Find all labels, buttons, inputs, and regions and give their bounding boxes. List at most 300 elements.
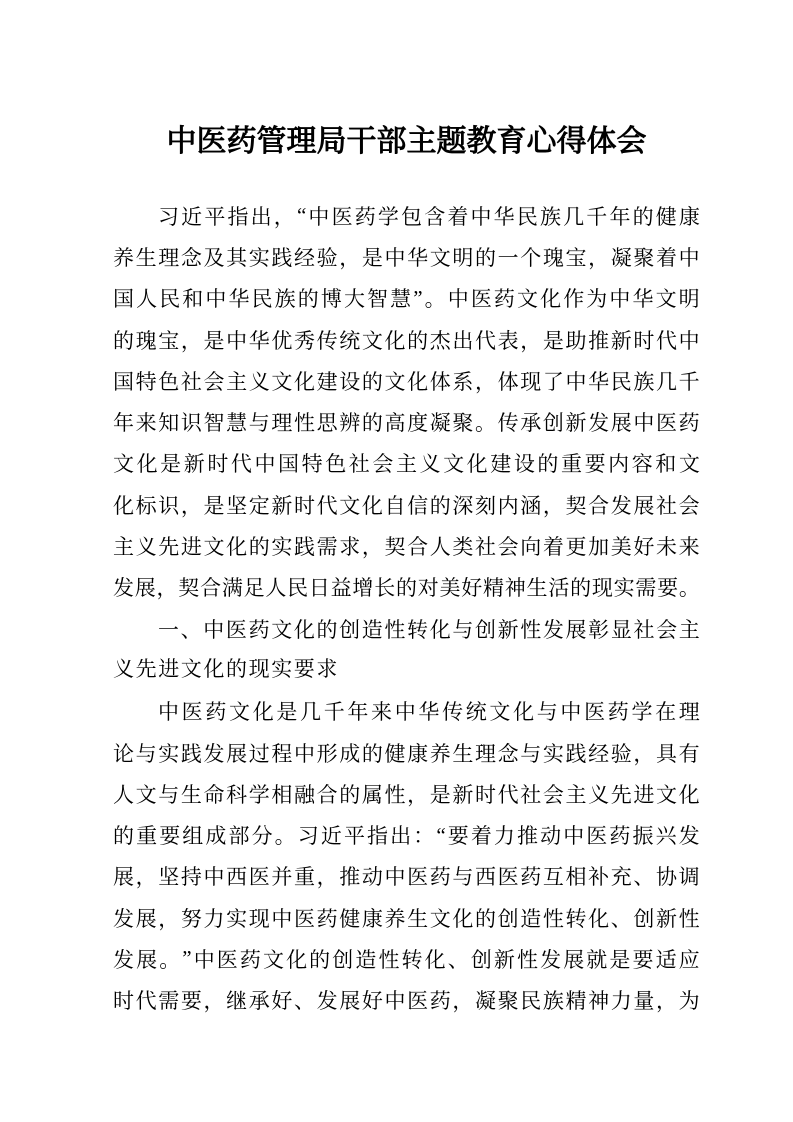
character: ， — [452, 989, 474, 1014]
character: 知 — [158, 411, 180, 436]
character: 文 — [429, 906, 451, 931]
character: 化 — [361, 493, 383, 518]
character: 华 — [493, 204, 515, 229]
character: 契 — [384, 535, 406, 560]
character: 展 — [563, 947, 585, 972]
character: 部 — [228, 824, 250, 849]
character: 满 — [221, 576, 243, 601]
character: 药 — [609, 824, 631, 849]
character: 、 — [447, 947, 469, 972]
character: 一 — [158, 617, 179, 642]
character: 包 — [401, 204, 423, 229]
character: 社 — [348, 452, 370, 477]
character: 中 — [447, 287, 469, 312]
character: 的 — [309, 947, 331, 972]
character: 与 — [452, 617, 474, 642]
character: 转 — [407, 617, 429, 642]
character: 一 — [497, 245, 519, 270]
character: 标 — [135, 493, 157, 518]
character: 社 — [475, 535, 496, 560]
character: 聚 — [497, 989, 519, 1014]
character: 义 — [588, 782, 610, 807]
character: 统 — [339, 328, 361, 353]
character: 中 — [678, 328, 700, 353]
character: 的 — [537, 452, 559, 477]
character: 设 — [513, 452, 535, 477]
character: 学 — [377, 204, 399, 229]
character: 。 — [159, 947, 181, 972]
text-line — [113, 195, 700, 236]
character: 文 — [262, 947, 284, 972]
character: 展 — [610, 411, 632, 436]
character: ， — [407, 782, 429, 807]
character: 神 — [504, 576, 526, 601]
character: 人 — [113, 782, 134, 807]
character: 习 — [158, 204, 179, 229]
character: 博 — [320, 287, 342, 312]
character: 相 — [565, 865, 587, 890]
character: 努 — [180, 906, 202, 931]
character: 。 — [475, 411, 496, 436]
character: 。 — [424, 287, 446, 312]
character: 实 — [271, 535, 293, 560]
character: ， — [361, 535, 383, 560]
character: 思 — [316, 411, 338, 436]
character: ， — [339, 245, 361, 270]
character: 日 — [308, 576, 330, 601]
character: 文 — [271, 617, 293, 642]
character: 新 — [493, 947, 515, 972]
character: 是 — [429, 782, 451, 807]
character: 中 — [560, 700, 582, 725]
character: 义 — [419, 452, 441, 477]
character: 念 — [497, 741, 519, 766]
character: 展 — [113, 865, 134, 890]
character: 深 — [452, 493, 474, 518]
character: 力 — [610, 989, 632, 1014]
character: 人 — [136, 287, 158, 312]
document-content — [113, 119, 700, 1021]
character: 适 — [655, 947, 677, 972]
character: 长 — [374, 576, 396, 601]
character: 形 — [316, 741, 338, 766]
character: 展 — [134, 576, 156, 601]
character: 慧 — [390, 287, 412, 312]
character: 。 — [678, 576, 700, 601]
character: 与 — [135, 741, 157, 766]
character: 属 — [361, 782, 383, 807]
character: 神 — [588, 989, 610, 1014]
character: 与 — [158, 782, 180, 807]
character: 助 — [565, 328, 587, 353]
character: 来 — [371, 700, 393, 725]
character: 补 — [588, 865, 610, 890]
character: 重 — [294, 865, 315, 890]
character: 先 — [610, 782, 632, 807]
character: 习 — [297, 824, 319, 849]
character: 主 — [678, 617, 700, 642]
character: 发 — [540, 947, 562, 972]
character: 和 — [655, 452, 677, 477]
text-line: 义先进文化的现实要求 — [113, 657, 339, 682]
character: 杰 — [429, 328, 451, 353]
document-body — [113, 195, 700, 1021]
character: 药 — [239, 947, 261, 972]
character: 代 — [135, 989, 157, 1014]
character: 建 — [490, 452, 512, 477]
character: 加 — [588, 535, 610, 560]
character: 康 — [678, 204, 700, 229]
character: 医 — [248, 865, 270, 890]
character: 是 — [609, 947, 631, 972]
character: 展 — [339, 989, 361, 1014]
character: 要 — [447, 824, 469, 849]
character: 成 — [339, 741, 361, 766]
character: 与 — [452, 865, 474, 890]
character: 内 — [497, 493, 519, 518]
character: 度 — [407, 411, 429, 436]
character: 文 — [229, 700, 251, 725]
character: 指 — [367, 824, 389, 849]
character: 要 — [180, 989, 202, 1014]
character: 体 — [497, 369, 519, 394]
character: 显 — [610, 617, 632, 642]
character: 创 — [332, 947, 354, 972]
character: 统 — [465, 700, 487, 725]
character: 定 — [248, 493, 270, 518]
character: 创 — [470, 947, 492, 972]
character: ， — [475, 369, 496, 394]
character: 色 — [158, 369, 180, 394]
character: 契 — [178, 576, 200, 601]
character: 的 — [316, 617, 338, 642]
character: 年 — [347, 700, 369, 725]
character: 好 — [361, 989, 383, 1014]
character: 动 — [540, 824, 562, 849]
character: 传 — [497, 411, 519, 436]
character: 会 — [203, 369, 225, 394]
character: 千 — [586, 204, 608, 229]
character: 美 — [610, 535, 632, 560]
character: 明 — [678, 287, 700, 312]
character: 发 — [588, 411, 610, 436]
text-line — [113, 773, 700, 814]
character: 国 — [278, 452, 300, 477]
character: ， — [520, 328, 542, 353]
text-line — [113, 691, 700, 732]
character: 特 — [301, 452, 323, 477]
character: 造 — [355, 947, 377, 972]
character: 相 — [271, 782, 293, 807]
character: 体 — [429, 369, 451, 394]
character: 凝 — [610, 245, 632, 270]
character: 要 — [584, 452, 606, 477]
character: 未 — [656, 535, 677, 560]
character: 实 — [158, 741, 180, 766]
character: ， — [656, 989, 677, 1014]
character: 的 — [248, 535, 270, 560]
character: 时 — [633, 328, 655, 353]
text-line — [113, 401, 700, 442]
character: 性 — [378, 947, 400, 972]
character: 传 — [442, 700, 464, 725]
character: 是 — [276, 700, 298, 725]
character: 生 — [452, 741, 474, 766]
character: 设 — [339, 369, 361, 394]
character: 其 — [226, 245, 248, 270]
character: 来 — [678, 535, 700, 560]
character: 康 — [361, 906, 383, 931]
text-line — [113, 360, 700, 401]
character: 要 — [159, 824, 181, 849]
character: 为 — [678, 989, 700, 1014]
character: 会 — [656, 617, 678, 642]
character: 分 — [251, 824, 273, 849]
character: 转 — [565, 906, 587, 931]
character: 药 — [429, 865, 451, 890]
character: 彰 — [588, 617, 610, 642]
character: 医 — [586, 824, 608, 849]
character: 学 — [631, 700, 653, 725]
character: 科 — [226, 782, 248, 807]
character: 时 — [207, 452, 229, 477]
character: 民 — [520, 989, 542, 1014]
text-line — [113, 278, 700, 319]
character: 文 — [361, 328, 383, 353]
character: 转 — [401, 947, 423, 972]
character: 健 — [384, 741, 406, 766]
character: 并 — [271, 865, 293, 890]
character: 会 — [678, 493, 700, 518]
character: 国 — [113, 369, 134, 394]
character: 、 — [180, 617, 202, 642]
character: 足 — [243, 576, 265, 601]
character: 的 — [339, 782, 361, 807]
text-line — [113, 980, 700, 1021]
character: 进 — [633, 782, 655, 807]
character: 充 — [610, 865, 632, 890]
character: 就 — [586, 947, 608, 972]
character: 优 — [271, 328, 293, 353]
character: 振 — [632, 824, 654, 849]
text-line — [113, 567, 700, 608]
character: 兴 — [655, 824, 677, 849]
character: 药 — [520, 865, 542, 890]
character: 理 — [158, 245, 180, 270]
character: 过 — [248, 741, 270, 766]
character: ， — [203, 989, 225, 1014]
character: 中 — [678, 245, 700, 270]
character: 化 — [466, 452, 488, 477]
character: ， — [180, 493, 202, 518]
character: 华 — [248, 328, 270, 353]
character: 文 — [339, 493, 361, 518]
character: 是 — [203, 328, 225, 353]
character: 医 — [216, 947, 238, 972]
text-line — [113, 938, 700, 979]
character: 涵 — [520, 493, 542, 518]
character: 和 — [182, 287, 204, 312]
character: 医 — [181, 700, 203, 725]
character: 识 — [158, 493, 180, 518]
character: 展 — [226, 741, 248, 766]
character: 的 — [113, 824, 134, 849]
character: 创 — [497, 906, 519, 931]
character: 药 — [493, 287, 515, 312]
character: 益 — [330, 576, 352, 601]
character: 践 — [180, 741, 202, 766]
character: 华 — [228, 287, 250, 312]
character: 造 — [520, 906, 542, 931]
character: 与 — [248, 411, 270, 436]
character: 平 — [204, 204, 226, 229]
text-line — [113, 484, 700, 525]
character: 聚 — [452, 411, 474, 436]
character: 的 — [407, 328, 429, 353]
character: 辨 — [339, 411, 361, 436]
character: 文 — [113, 452, 134, 477]
character: 民 — [251, 287, 273, 312]
character: 西 — [475, 865, 496, 890]
character: 化 — [136, 452, 158, 477]
character: 践 — [565, 741, 587, 766]
character: 养 — [429, 741, 451, 766]
character: 药 — [607, 700, 629, 725]
character: ， — [542, 493, 564, 518]
character: 中 — [254, 452, 276, 477]
character: 近 — [320, 824, 342, 849]
character: 实 — [248, 245, 270, 270]
character: 文 — [517, 287, 539, 312]
character: 生 — [135, 245, 157, 270]
character: ， — [588, 245, 610, 270]
character: 聚 — [633, 245, 655, 270]
character: 建 — [316, 369, 338, 394]
character: 养 — [384, 906, 406, 931]
character: 人 — [429, 535, 451, 560]
character: 是 — [160, 452, 182, 477]
character: 重 — [136, 824, 158, 849]
character: 中 — [226, 328, 248, 353]
character: 是 — [361, 245, 383, 270]
character: 指 — [227, 204, 249, 229]
character: 文 — [489, 700, 511, 725]
character: 发 — [542, 617, 564, 642]
character: 民 — [516, 204, 538, 229]
character: 践 — [294, 535, 315, 560]
character: 创 — [633, 906, 655, 931]
character: 中 — [158, 700, 179, 725]
character: 化 — [226, 535, 248, 560]
text-line — [113, 525, 700, 566]
character: 发 — [610, 493, 632, 518]
character: 代 — [475, 328, 496, 353]
character: 会 — [372, 452, 394, 477]
character: 代 — [316, 493, 338, 518]
character: 医 — [497, 865, 519, 890]
character: 社 — [180, 369, 202, 394]
character: 实 — [226, 906, 248, 931]
text-line — [113, 236, 700, 277]
character: 在 — [655, 700, 677, 725]
character: 互 — [542, 865, 564, 890]
character: 中 — [308, 204, 330, 229]
text-line — [113, 897, 700, 938]
character: 要 — [657, 576, 679, 601]
character: 几 — [300, 700, 322, 725]
character: 需 — [316, 535, 338, 560]
character: 文 — [655, 287, 677, 312]
character: 好 — [461, 576, 483, 601]
character: 造 — [361, 617, 383, 642]
character: 医 — [294, 906, 315, 931]
character: 展 — [135, 906, 157, 931]
text-line — [113, 443, 700, 484]
character: 推 — [339, 865, 361, 890]
character: 好 — [271, 989, 293, 1014]
character: 新 — [565, 411, 587, 436]
character: 文 — [443, 452, 465, 477]
character: 的 — [632, 204, 654, 229]
character: 西 — [226, 865, 248, 890]
character: 文 — [271, 369, 293, 394]
character: 慧 — [226, 411, 248, 436]
character: 推 — [517, 824, 539, 849]
character: 进 — [180, 535, 202, 560]
character: 国 — [113, 287, 134, 312]
character: 性 — [542, 906, 564, 931]
character: 宝 — [158, 328, 180, 353]
character: 的 — [475, 906, 496, 931]
character: 、 — [633, 865, 655, 890]
character: 化 — [113, 493, 134, 518]
character: 传 — [316, 328, 338, 353]
character: 性 — [520, 617, 542, 642]
character: 发 — [113, 576, 134, 601]
character: 量 — [633, 989, 655, 1014]
character: 着 — [542, 535, 564, 560]
character: 中 — [384, 865, 406, 890]
character: 化 — [293, 617, 315, 642]
character: 养 — [113, 245, 134, 270]
character: 验 — [316, 245, 338, 270]
character: 精 — [565, 989, 587, 1014]
text-line — [113, 732, 700, 773]
text-line — [113, 856, 700, 897]
character: 会 — [542, 782, 564, 807]
character: 学 — [248, 782, 270, 807]
character: 族 — [542, 989, 564, 1014]
text-line — [113, 608, 700, 649]
character: 的 — [570, 576, 592, 601]
character: ” — [413, 285, 423, 310]
character: 作 — [563, 287, 585, 312]
character: 与 — [520, 741, 542, 766]
character: 社 — [520, 782, 542, 807]
character: 经 — [294, 245, 315, 270]
character: 化 — [452, 906, 474, 931]
character: 创 — [474, 617, 496, 642]
character: 组 — [182, 824, 204, 849]
character: 类 — [452, 535, 474, 560]
character: 发 — [113, 906, 134, 931]
character: 含 — [424, 204, 446, 229]
character: 化 — [407, 369, 429, 394]
character: 明 — [452, 245, 474, 270]
character: ， — [273, 204, 295, 229]
character: 医 — [225, 617, 247, 642]
character: 实 — [542, 741, 564, 766]
